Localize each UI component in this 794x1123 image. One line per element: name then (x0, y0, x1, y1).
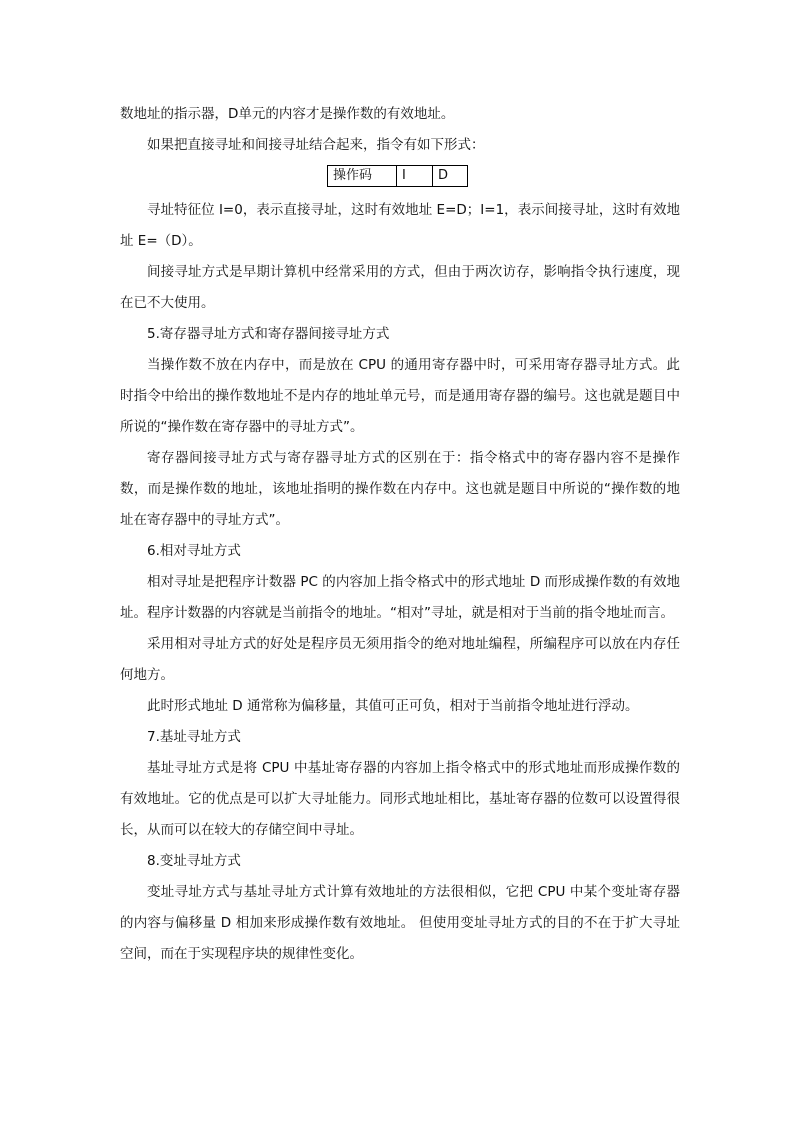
address-field: D (433, 166, 468, 187)
paragraph-base-addressing: 基址寻址方式是将 CPU 中基址寄存器的内容加上指令格式中的形式地址而形成操作数的有效地址。它的优点是可以扩大寻址能力。同形式地址相比，基址寄存器的位数可以设置得很长，从而可以在较大的存储空间中寻址。 (120, 760, 680, 838)
document-body (120, 99, 680, 970)
section-heading-relative-addressing: 6.相对寻址方式 (147, 543, 241, 559)
paragraph-format-intro: 如果把直接寻址和间接寻址结合起来，指令有如下形式： (147, 137, 485, 153)
paragraph-offset: 此时形式地址 D 通常称为偏移量，其值可正可负，相对于当前指令地址进行浮动。 (147, 698, 639, 714)
section-heading-base-addressing: 7.基址寻址方式 (147, 729, 241, 745)
instruction-format-table (327, 165, 468, 187)
section-heading-index-addressing: 8.变址寻址方式 (147, 853, 241, 869)
paragraph-register-indirect-addressing: 寄存器间接寻址方式与寄存器寻址方式的区别在于：指令格式中的寄存器内容不是操作数，而是操作数的地址，该地址指明的操作数在内存中。这也就是题目中所说的“操作数的地址在寄存器中的寻址方式”。 (120, 450, 680, 528)
opcode-field: 操作码 (328, 166, 397, 187)
instruction-format-row (328, 166, 468, 187)
paragraph-continuation: 数地址的指示器，D单元的内容才是操作数的有效地址。 (120, 106, 455, 122)
paragraph-index-addressing: 变址寻址方式与基址寻址方式计算有效地址的方法很相似，它把 CPU 中某个变址寄存器的内容与偏移量 D 相加来形成操作数有效地址。 但使用变址寻址方式的目的不在于扩大寻址空间，而在于实现程序块的规律性变化。 (120, 884, 680, 962)
paragraph-relative-benefit: 采用相对寻址方式的好处是程序员无须用指令的绝对地址编程，所编程序可以放在内存任何地方。 (120, 636, 680, 683)
paragraph-addressing-flag: 寻址特征位 I=0，表示直接寻址，这时有效地址 E=D；I=1，表示间接寻址，这时有效地址 E=（D）。 (120, 202, 680, 249)
paragraph-register-addressing: 当操作数不放在内存中，而是放在 CPU 的通用寄存器中时，可采用寄存器寻址方式。此时指令中给出的操作数地址不是内存的地址单元号，而是通用寄存器的编号。这也就是题目中所说的“操作数在寄存器中的寻址方式”。 (120, 357, 680, 435)
section-heading-register-addressing: 5.寄存器寻址方式和寄存器间接寻址方式 (147, 326, 390, 342)
indirect-flag-field: I (397, 166, 433, 187)
paragraph-relative-addressing: 相对寻址是把程序计数器 PC 的内容加上指令格式中的形式地址 D 而形成操作数的有效地址。程序计数器的内容就是当前指令的地址。“相对”寻址，就是相对于当前的指令地址而言。 (120, 574, 680, 621)
paragraph-indirect-addressing: 间接寻址方式是早期计算机中经常采用的方式，但由于两次访存，影响指令执行速度，现在已不大使用。 (120, 264, 680, 311)
